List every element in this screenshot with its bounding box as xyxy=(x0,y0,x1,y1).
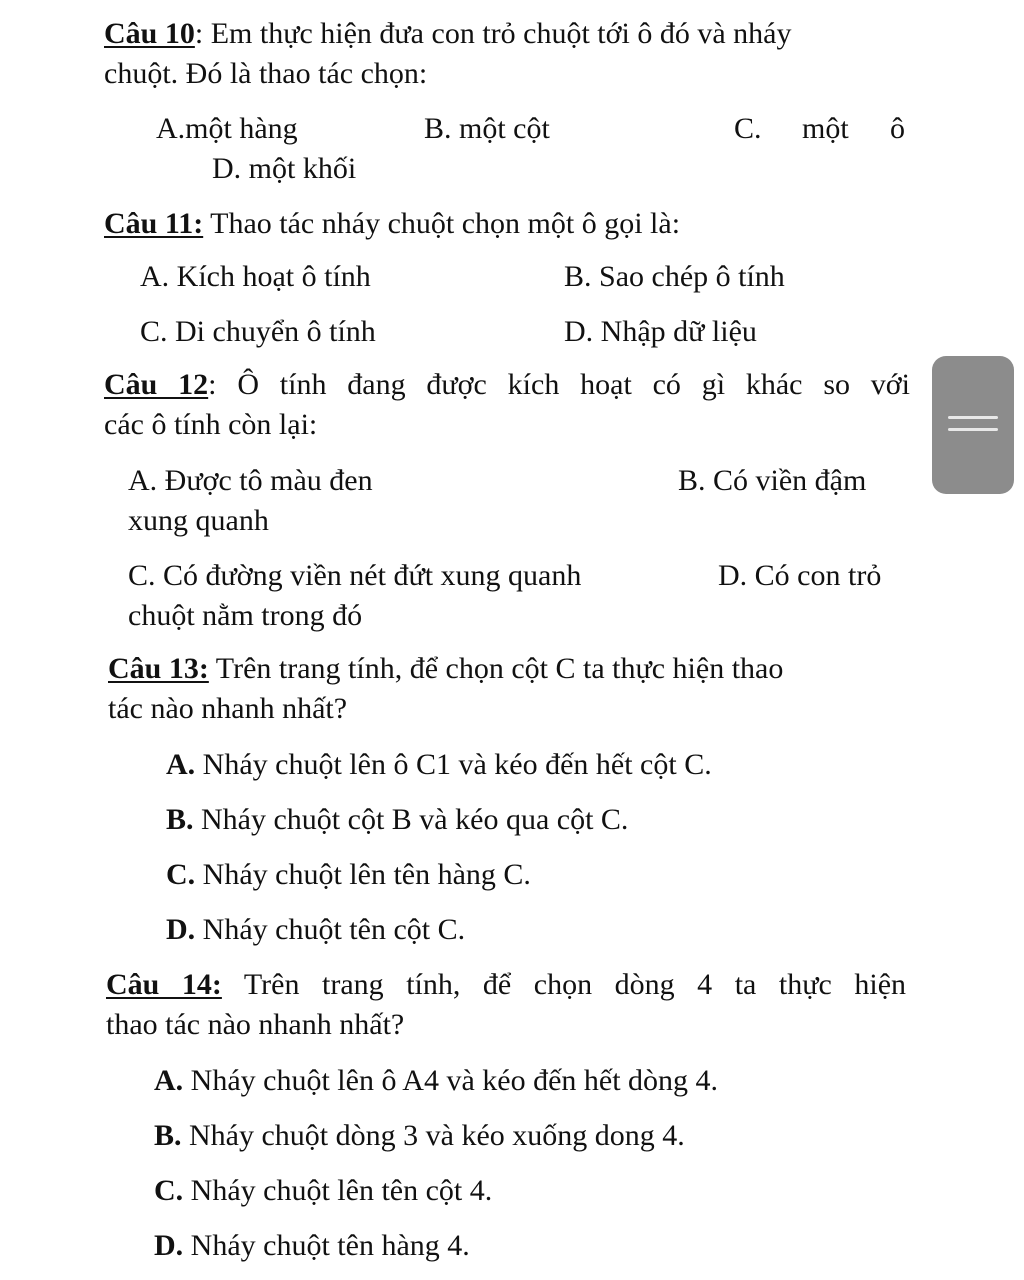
q14-option-a-text: Nháy chuột lên ô A4 và kéo đến hết dòng 4. xyxy=(183,1064,719,1097)
q13-option-c-text: Nháy chuột lên tên hàng C. xyxy=(195,858,531,891)
q12-option-d: D. Có con trỏ xyxy=(718,559,882,592)
q11-option-c: C. Di chuyển ô tính xyxy=(140,315,376,348)
q10-text: Em thực hiện đưa con trỏ chuột tới ô đó và nháy xyxy=(203,17,792,50)
q13-option-d xyxy=(166,912,465,948)
q14-option-b-letter: B. xyxy=(154,1119,182,1152)
q11-text: Thao tác nháy chuột chọn một ô gọi là: xyxy=(203,207,681,240)
q13-option-b xyxy=(166,802,628,838)
q10-option-c-word1: một xyxy=(802,112,849,145)
q10-option-b: B. một cột xyxy=(424,112,550,145)
q13-line2: tác nào nhanh nhất? xyxy=(108,692,348,725)
q12-sep: : xyxy=(208,368,217,401)
q14-option-d-text: Nháy chuột tên hàng 4. xyxy=(183,1229,470,1262)
q13-option-d-text: Nháy chuột tên cột C. xyxy=(195,913,466,946)
q10-line2: chuột. Đó là thao tác chọn: xyxy=(104,57,428,90)
q14-option-c-letter: C. xyxy=(154,1174,184,1207)
q14-line2: thao tác nào nhanh nhất? xyxy=(106,1008,405,1041)
q12-label: Câu 12 xyxy=(104,368,209,401)
scrollbar-handle[interactable] xyxy=(932,356,1014,494)
q11-option-a: A. Kích hoạt ô tính xyxy=(140,260,371,293)
q11-line1 xyxy=(104,206,680,242)
q12-text: Ô tính đang được kích hoạt có gì khác so với xyxy=(216,368,910,401)
q12-line1 xyxy=(104,367,910,403)
q14-option-a xyxy=(154,1063,718,1099)
q12-line2: các ô tính còn lại: xyxy=(104,408,318,441)
q11-option-d: D. Nhập dữ liệu xyxy=(564,315,757,348)
q14-text: Trên trang tính, để chọn dòng 4 ta thực hiện xyxy=(221,968,907,1001)
q12-option-c: C. Có đường viền nét đứt xung quanh xyxy=(128,559,582,592)
q11-label: Câu 11: xyxy=(104,207,204,240)
q14-option-a-letter: A. xyxy=(154,1064,184,1097)
q13-option-a-text: Nháy chuột lên ô C1 và kéo đến hết cột C. xyxy=(195,748,712,781)
q10-option-d: D. một khối xyxy=(212,152,357,185)
q14-option-c xyxy=(154,1173,492,1209)
q13-option-b-letter: B. xyxy=(166,803,194,836)
q10-line1 xyxy=(104,16,791,52)
q13-option-b-text: Nháy chuột cột B và kéo qua cột C. xyxy=(193,803,629,836)
q10-sep: : xyxy=(194,17,204,50)
drag-handle-grip-line xyxy=(948,416,998,419)
q14-option-d xyxy=(154,1228,470,1264)
q12-option-b-cont: xung quanh xyxy=(128,504,269,537)
q13-line1 xyxy=(108,651,783,687)
q10-option-c-letter: C. xyxy=(734,112,762,145)
q13-option-c-letter: C. xyxy=(166,858,196,891)
q14-option-b xyxy=(154,1118,685,1154)
q13-option-a-letter: A. xyxy=(166,748,196,781)
q13-option-c xyxy=(166,857,531,893)
q12-option-a: A. Được tô màu đen xyxy=(128,464,373,497)
q13-option-a xyxy=(166,747,712,783)
q10-label: Câu 10 xyxy=(104,17,195,50)
q10-option-c-word2: ô xyxy=(890,112,905,145)
q12-option-b: B. Có viền đậm xyxy=(678,464,867,497)
q13-option-d-letter: D. xyxy=(166,913,196,946)
q14-option-d-letter: D. xyxy=(154,1229,184,1262)
q11-option-b: B. Sao chép ô tính xyxy=(564,260,785,293)
q13-text: Trên trang tính, để chọn cột C ta thực hiện thao xyxy=(208,652,784,685)
q12-option-d-cont: chuột nằm trong đó xyxy=(128,599,363,632)
q14-line1 xyxy=(106,967,906,1003)
q10-option-a: A.một hàng xyxy=(156,112,298,145)
drag-handle-grip-line xyxy=(948,428,998,431)
q14-option-b-text: Nháy chuột dòng 3 và kéo xuống dong 4. xyxy=(181,1119,685,1152)
q13-label: Câu 13: xyxy=(108,652,209,685)
q14-option-c-text: Nháy chuột lên tên cột 4. xyxy=(183,1174,493,1207)
q14-label: Câu 14: xyxy=(106,968,222,1001)
